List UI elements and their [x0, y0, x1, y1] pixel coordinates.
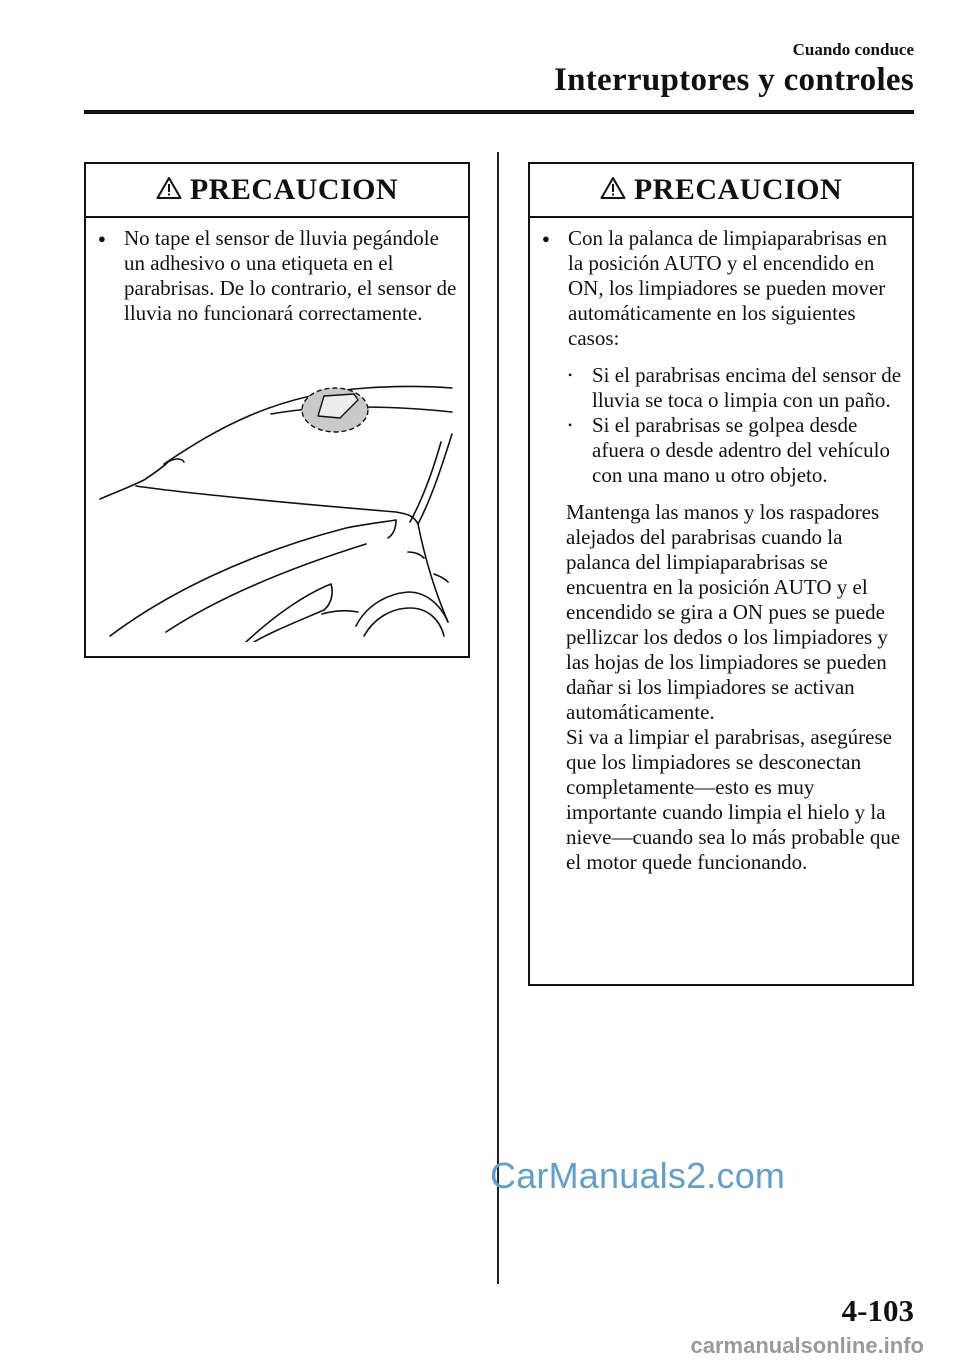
header-rule — [84, 110, 914, 114]
page-number: 4-103 — [841, 1293, 914, 1328]
caution-heading-text: PRECAUCION — [633, 173, 843, 206]
caution-sub-item-text: Si el parabrisas se golpea desde afuera o desde adentro del vehículo con una mano u otro objeto. — [592, 413, 890, 487]
header-subtitle: Cuando conduce — [792, 40, 914, 59]
caution-sub-item — [566, 413, 902, 488]
caution-bullet — [96, 226, 458, 326]
caution-sub-list — [540, 363, 902, 488]
bullet-dot: ● — [542, 231, 550, 246]
caution-heading-right — [530, 164, 912, 218]
bullet-dot: • — [568, 418, 573, 432]
caution-box-left — [84, 162, 470, 658]
caution-bullet-text: Con la palanca de limpiaparabrisas en la posición AUTO y el encendido en ON, los limpiadores se pueden mover automáticamente en los siguientes casos: — [568, 226, 887, 350]
caution-paragraph: Mantenga las manos y los raspadores alejados del parabrisas cuando la palanca del limpiaparabrisas se encuentra en la posición AUTO y el encendido se gira a ON pues se puede pellizcar los dedos o los limpiadores y las hojas de los limpiadores se pueden dañar si los limpiadores se activan automáticamente. — [566, 500, 888, 724]
caution-sub-item — [566, 363, 902, 413]
caution-bullet — [540, 226, 902, 351]
windshield-rain-sensor-illustration — [96, 374, 458, 642]
caution-sub-item-text: Si el parabrisas encima del sensor de lluvia se toca o limpia con un paño. — [592, 363, 902, 412]
watermark: CarManuals2.com — [490, 1155, 786, 1196]
caution-heading-left — [86, 164, 468, 218]
warning-triangle-icon — [156, 176, 182, 200]
caution-box-right — [528, 162, 914, 986]
bullet-dot: • — [568, 368, 573, 382]
warning-triangle-icon — [600, 176, 626, 200]
column-divider — [497, 152, 499, 1284]
caution-heading-text: PRECAUCION — [189, 173, 399, 206]
footer-watermark: carmanualsonline.info — [690, 1333, 924, 1358]
caution-paragraph: Si va a limpiar el parabrisas, asegúrese que los limpiadores se desconectan completamente―esto es muy importante cuando limpia el hielo y la nieve―cuando sea lo más probable que el motor quede funcionando. — [566, 725, 901, 874]
caution-bullet-text: No tape el sensor de lluvia pegándole un adhesivo o una etiqueta en el parabrisas. De lo contrario, el sensor de lluvia no funcionará correctamente. — [124, 226, 457, 325]
bullet-dot: ● — [98, 231, 106, 246]
header-title: Interruptores y controles — [553, 62, 914, 98]
